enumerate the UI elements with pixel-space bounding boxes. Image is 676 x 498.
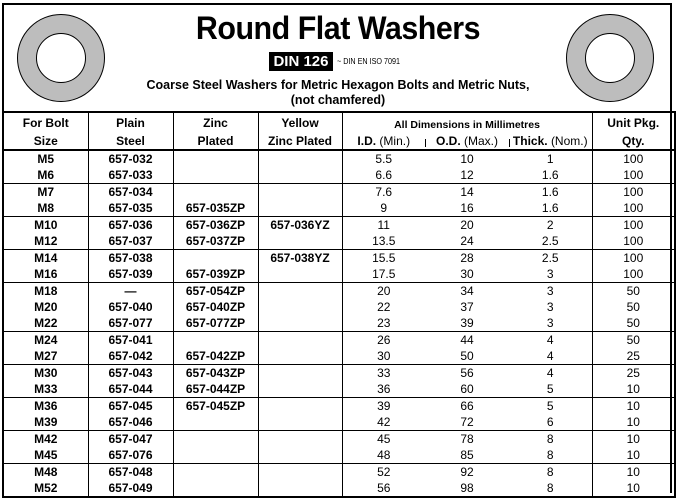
zinc-plated-cell: 657-037ZP [173, 233, 258, 250]
od-cell: 12 [460, 168, 474, 182]
qty-cell: 50 [592, 283, 675, 300]
od-cell: 34 [425, 283, 509, 300]
qty-cell: 25 [592, 365, 675, 382]
qty-cell: 100 [592, 184, 675, 201]
qty-cell: 10 [592, 464, 675, 481]
od-cell: 16 [460, 201, 474, 215]
plain-steel-cell: 657-045 [88, 398, 173, 415]
zinc-plated-cell [173, 447, 258, 464]
standard-badge: DIN 126 [269, 52, 332, 71]
col-header-zinc-plated-2: Plated [173, 133, 258, 150]
bolt-size-cell: M22 [3, 315, 88, 332]
col-header-qty: Unit Pkg. [592, 112, 675, 133]
plain-steel-cell: 657-032 [88, 150, 173, 167]
table-row [3, 480, 675, 497]
zinc-plated-cell: 657-054ZP [173, 283, 258, 300]
id-cell: 48 [342, 447, 425, 464]
od-cell: 37 [460, 300, 474, 314]
plain-steel-cell: 657-040 [88, 299, 173, 315]
table-row [3, 381, 675, 398]
od-cell: 98 [425, 480, 509, 497]
col-header-dimensions-group: All Dimensions in Millimetres [342, 112, 592, 133]
qty-cell: 10 [592, 431, 675, 448]
id-cell: 7.6 [342, 184, 425, 201]
id-cell: 42 [342, 414, 425, 431]
plain-steel-cell: 657-049 [88, 480, 173, 497]
qty-cell: 10 [592, 480, 675, 497]
thick-cell: 2.5 [509, 250, 592, 267]
zinc-plated-cell: 657-036ZP [173, 217, 258, 234]
table-row [3, 365, 675, 382]
od-cell: 92 [425, 464, 509, 481]
bolt-size-cell: M24 [3, 332, 88, 349]
od-cell: 39 [460, 316, 474, 330]
id-cell: 45 [342, 431, 425, 448]
qty-cell: 100 [592, 233, 675, 250]
yellow-zinc-cell [258, 332, 342, 349]
id-cell: 23 [342, 315, 425, 332]
id-cell: 17.5 [342, 266, 425, 283]
qty-cell: 50 [592, 299, 675, 315]
zinc-plated-cell [173, 167, 258, 184]
bolt-size-cell: M52 [3, 480, 88, 497]
id-cell: 26 [342, 332, 425, 349]
od-cell: 85 [460, 448, 474, 462]
bolt-size-cell: M36 [3, 398, 88, 415]
page-title: Round Flat Washers [195, 10, 481, 46]
plain-steel-cell: 657-038 [88, 250, 173, 267]
od-cell: 14 [425, 184, 509, 201]
col-header-bolt-size: For Bolt [3, 112, 88, 133]
od-cell: 24 [460, 234, 474, 248]
bolt-size-cell: M33 [3, 381, 88, 398]
yellow-zinc-cell [258, 283, 342, 300]
plain-steel-cell: 657-047 [88, 431, 173, 448]
zinc-plated-cell: 657-042ZP [173, 348, 258, 365]
thick-cell: 3 [546, 300, 554, 314]
plain-steel-cell: — [88, 283, 173, 300]
subtitle-line-1: Coarse Steel Washers for Metric Hexagon Bolts and Metric Nuts, [146, 78, 530, 92]
id-cell: 30 [342, 348, 425, 365]
table-row [3, 283, 675, 300]
plain-steel-cell: 657-043 [88, 365, 173, 382]
id-cell: 9 [342, 200, 425, 217]
od-cell: 28 [425, 250, 509, 267]
id-cell: 20 [342, 283, 425, 300]
zinc-plated-cell: 657-044ZP [173, 381, 258, 398]
qty-cell: 50 [592, 315, 675, 332]
qty-cell: 10 [592, 398, 675, 415]
zinc-plated-cell [173, 414, 258, 431]
bolt-size-cell: M5 [3, 150, 88, 167]
yellow-zinc-cell [258, 365, 342, 382]
qty-cell: 50 [592, 332, 675, 349]
plain-steel-cell: 657-034 [88, 184, 173, 201]
qty-cell: 100 [592, 200, 675, 217]
thick-cell: 2.5 [541, 234, 559, 248]
bolt-size-cell: M16 [3, 266, 88, 283]
bolt-size-cell: M39 [3, 414, 88, 431]
equivalent-standard: ~ DIN EN ISO 7091 [336, 57, 400, 66]
thick-cell: 4 [509, 365, 592, 382]
divider-tick [509, 139, 510, 147]
plain-steel-cell: 657-037 [88, 233, 173, 250]
bolt-size-cell: M8 [3, 200, 88, 217]
table-row [3, 266, 675, 283]
od-cell: 78 [425, 431, 509, 448]
table-row [3, 332, 675, 349]
qty-cell: 100 [592, 266, 675, 283]
col-header-bolt-size-2: Size [3, 133, 88, 150]
table-row [3, 315, 675, 332]
od-cell: 20 [425, 217, 509, 234]
od-cell: 44 [425, 332, 509, 349]
col-header-qty-2: Qty. [592, 133, 675, 150]
thick-cell: 6 [546, 415, 554, 429]
thick-cell: 1.6 [541, 168, 559, 182]
id-cell: 13.5 [342, 233, 425, 250]
id-cell: 36 [342, 381, 425, 398]
id-cell: 11 [342, 217, 425, 234]
zinc-plated-cell: 657-035ZP [173, 200, 258, 217]
thick-cell: 4 [509, 332, 592, 349]
yellow-zinc-cell [258, 398, 342, 415]
plain-steel-cell: 657-046 [88, 414, 173, 431]
washer-spec-table [2, 111, 676, 498]
zinc-plated-cell: 657-040ZP [173, 299, 258, 315]
thick-cell: 3 [509, 283, 592, 300]
plain-steel-cell: 657-048 [88, 464, 173, 481]
zinc-plated-cell [173, 464, 258, 481]
table-row [3, 150, 675, 167]
qty-cell: 100 [592, 217, 675, 234]
col-header-yellow-zinc: Yellow [258, 112, 342, 133]
plain-steel-cell: 657-039 [88, 266, 173, 283]
thick-cell: 4 [546, 349, 554, 363]
thick-cell: 1 [546, 152, 554, 166]
thick-cell: 2 [509, 217, 592, 234]
thick-cell: 8 [509, 431, 592, 448]
divider-tick [425, 139, 426, 147]
qty-cell: 10 [592, 447, 675, 464]
zinc-plated-cell: 657-043ZP [173, 365, 258, 382]
yellow-zinc-cell [258, 480, 342, 497]
yellow-zinc-cell: 657-038YZ [258, 250, 342, 267]
plain-steel-cell: 657-076 [88, 447, 173, 464]
zinc-plated-cell [173, 150, 258, 167]
yellow-zinc-cell [258, 348, 342, 365]
zinc-plated-cell: 657-039ZP [173, 266, 258, 283]
yellow-zinc-cell [258, 315, 342, 332]
table-row [3, 167, 675, 184]
id-cell: 39 [342, 398, 425, 415]
table-row [3, 414, 675, 431]
zinc-plated-cell [173, 184, 258, 201]
table-row [3, 348, 675, 365]
plain-steel-cell: 657-077 [88, 315, 173, 332]
id-cell: 5.5 [342, 150, 425, 167]
yellow-zinc-cell [258, 447, 342, 464]
zinc-plated-cell [173, 480, 258, 497]
thick-cell: 8 [509, 480, 592, 497]
col-header-od: O.D. (Max.) [425, 133, 509, 150]
id-cell: 52 [342, 464, 425, 481]
plain-steel-cell: 657-041 [88, 332, 173, 349]
thick-cell: 8 [509, 464, 592, 481]
table-row [3, 431, 675, 448]
plain-steel-cell: 657-042 [88, 348, 173, 365]
table-row [3, 200, 675, 217]
zinc-plated-cell [173, 250, 258, 267]
col-header-thick: Thick. (Nom.) [509, 133, 592, 150]
qty-cell: 100 [592, 250, 675, 267]
od-cell: 60 [460, 382, 474, 396]
id-cell: 33 [342, 365, 425, 382]
thick-cell: 5 [509, 398, 592, 415]
thick-cell: 8 [546, 448, 554, 462]
id-cell: 56 [342, 480, 425, 497]
col-header-id: I.D. (Min.) [342, 133, 425, 150]
bolt-size-cell: M45 [3, 447, 88, 464]
bolt-size-cell: M27 [3, 348, 88, 365]
yellow-zinc-cell [258, 200, 342, 217]
yellow-zinc-cell [258, 414, 342, 431]
standard-line [0, 52, 676, 71]
zinc-plated-cell: 657-077ZP [173, 315, 258, 332]
yellow-zinc-cell [258, 431, 342, 448]
yellow-zinc-cell [258, 184, 342, 201]
table-body [3, 150, 675, 497]
col-header-zinc-plated: Zinc [173, 112, 258, 133]
od-cell: 66 [425, 398, 509, 415]
yellow-zinc-cell [258, 381, 342, 398]
od-cell: 30 [460, 267, 474, 281]
zinc-plated-cell [173, 431, 258, 448]
thick-cell: 3 [546, 267, 554, 281]
bolt-size-cell: M7 [3, 184, 88, 201]
thick-cell: 3 [546, 316, 554, 330]
yellow-zinc-cell [258, 299, 342, 315]
qty-cell: 10 [592, 414, 675, 431]
od-cell: 56 [425, 365, 509, 382]
yellow-zinc-cell [258, 266, 342, 283]
plain-steel-cell: 657-036 [88, 217, 173, 234]
yellow-zinc-cell [258, 464, 342, 481]
yellow-zinc-cell [258, 150, 342, 167]
id-cell: 22 [342, 299, 425, 315]
bolt-size-cell: M14 [3, 250, 88, 267]
table-row [3, 233, 675, 250]
od-cell: 72 [460, 415, 474, 429]
table-row [3, 447, 675, 464]
id-cell: 15.5 [342, 250, 425, 267]
zinc-plated-cell [173, 332, 258, 349]
thick-cell: 5 [546, 382, 554, 396]
yellow-zinc-cell: 657-036YZ [258, 217, 342, 234]
subtitle [0, 78, 676, 108]
id-cell: 6.6 [342, 167, 425, 184]
yellow-zinc-cell [258, 233, 342, 250]
yellow-zinc-cell [258, 167, 342, 184]
table-row [3, 250, 675, 267]
qty-cell: 10 [592, 381, 675, 398]
table-row [3, 398, 675, 415]
table-row [3, 464, 675, 481]
col-header-yellow-zinc-2: Zinc Plated [258, 133, 342, 150]
bolt-size-cell: M6 [3, 167, 88, 184]
bolt-size-cell: M48 [3, 464, 88, 481]
bolt-size-cell: M18 [3, 283, 88, 300]
qty-cell: 25 [592, 348, 675, 365]
qty-cell: 100 [592, 150, 675, 167]
bolt-size-cell: M30 [3, 365, 88, 382]
table-row [3, 217, 675, 234]
bolt-size-cell: M10 [3, 217, 88, 234]
bolt-size-cell: M42 [3, 431, 88, 448]
thick-cell: 1.6 [509, 184, 592, 201]
zinc-plated-cell: 657-045ZP [173, 398, 258, 415]
subtitle-line-2: (not chamfered) [290, 93, 386, 107]
col-header-plain-steel: Plain [88, 112, 173, 133]
table-row [3, 299, 675, 315]
plain-steel-cell: 657-033 [88, 167, 173, 184]
bolt-size-cell: M12 [3, 233, 88, 250]
col-header-plain-steel-2: Steel [88, 133, 173, 150]
od-cell: 50 [460, 349, 474, 363]
thick-cell: 1.6 [541, 201, 559, 215]
bolt-size-cell: M20 [3, 299, 88, 315]
qty-cell: 100 [592, 167, 675, 184]
table-row [3, 184, 675, 201]
plain-steel-cell: 657-035 [88, 200, 173, 217]
od-cell: 10 [460, 152, 474, 166]
plain-steel-cell: 657-044 [88, 381, 173, 398]
